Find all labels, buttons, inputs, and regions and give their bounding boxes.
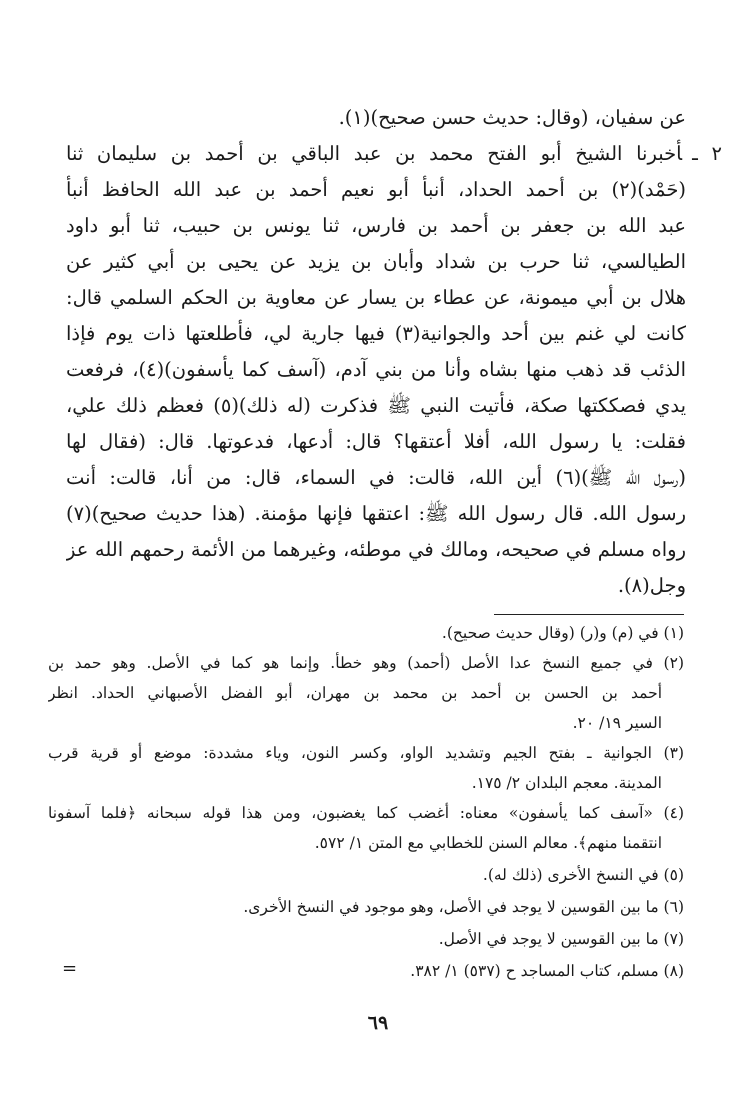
- body-line: وجل(٨).: [617, 574, 686, 597]
- footnote-line: (٢) في جميع النسخ عدا الأصل (أحمد) وهو خطأ. وإنما هو كما في الأصل. وهو حمد بن: [48, 654, 684, 672]
- footnote-line: (٧) ما بين القوسين لا يوجد في الأصل.: [438, 930, 684, 948]
- footnote-line: السير ١٩/ ٢٠.: [572, 714, 662, 732]
- footnote-line: (١) في (م) و(ر) (وقال حديث صحيح).: [441, 624, 684, 642]
- body-line: عن سفيان، (وقال: حديث حسن صحيح)(١).: [338, 106, 686, 129]
- body-line: (حَمْد)(٢) بن أحمد الحداد، أنبأ أبو نعيم أحمد بن عبد الله الحافظ أنبأ: [66, 178, 686, 201]
- body-line: هلال بن أبي ميمونة، عن عطاء بن يسار عن معاوية بن الحكم السلمي قال:: [66, 286, 686, 309]
- footnote-line: المدينة. معجم البلدان ٢/ ١٧٥.: [471, 774, 662, 792]
- margin-mark: =: [62, 958, 78, 979]
- footnote-line: (٥) في النسخ الأخرى (ذلك له).: [482, 866, 684, 884]
- footnote-line: (٨) مسلم، كتاب المساجد ح (٥٣٧) ١/ ٣٨٢.: [410, 962, 684, 980]
- footnote-separator: [494, 614, 684, 615]
- body-line: [66, 136, 722, 172]
- body-line: رواه مسلم في صحيحه، ومالك في موطئه، وغيرهما من الأئمة رحمهم الله عز: [66, 538, 686, 561]
- page-number: ٦٩: [367, 1012, 389, 1034]
- footnote-line: (٤) «آسف كما يأسفون» معناه: أغضب كما يغضبون، ومن هذا قوله سبحانه ﴿فلما آسفونا: [48, 804, 684, 822]
- body-line-text: أخبرنا الشيخ أبو الفتح محمد بن عبد الباقي بن أحمد بن سليمان ثنا: [66, 142, 683, 165]
- body-line: الطيالسي، ثنا حرب بن شداد وأبان بن يزيد عن يحيى بن أبي كثير عن: [66, 250, 686, 273]
- footnote-line: (٦) ما بين القوسين لا يوجد في الأصل، وهو موجود في النسخ الأخرى.: [243, 898, 684, 916]
- body-line: فقلت: يا رسول الله، أفلا أعتقها؟ قال: أدعها، فدعوتها. قال: (فقال لها: [66, 430, 686, 453]
- body-line: رسول الله. قال رسول الله ﷺ: اعتقها فإنها مؤمنة. (هذا حديث صحيح)(٧): [66, 502, 686, 525]
- body-line: يدي فصككتها صكة، فأتيت النبي ﷺ فذكرت (له ذلك)(٥) فعظم ذلك علي،: [66, 394, 686, 417]
- body-line: كانت لي غنم بين أحد والجوانية(٣) فيها جارية لي، فأطلعتها ذات يوم فإذا: [66, 322, 686, 345]
- footnote-line: أحمد بن الحسن بن أحمد بن محمد بن مهران، أبو الفضل الأصبهاني الحداد. انظر: [48, 684, 662, 702]
- body-line: الذئب قد ذهب منها بشاه وأنا من بني آدم، (آسف كما يأسفون)(٤)، فرفعت: [66, 358, 686, 381]
- body-line: (رسول الله ﷺ)(٦) أين الله، قالت: في السماء، قال: من أنا، قالت: أنت: [66, 466, 686, 489]
- item-number: ٢ ـ: [692, 142, 722, 165]
- footnote-line: انتقمنا منهم﴾. معالم السنن للخطابي مع المتن ١/ ٥٧٢.: [314, 834, 662, 852]
- footnote-line: (٣) الجوانية ـ بفتح الجيم وتشديد الواو، وكسر النون، وياء مشددة: موضع أو قرية قرب: [48, 744, 684, 762]
- body-line: عبد الله بن جعفر بن أحمد بن فارس، ثنا يونس بن حبيب، ثنا أبو داود: [66, 214, 686, 237]
